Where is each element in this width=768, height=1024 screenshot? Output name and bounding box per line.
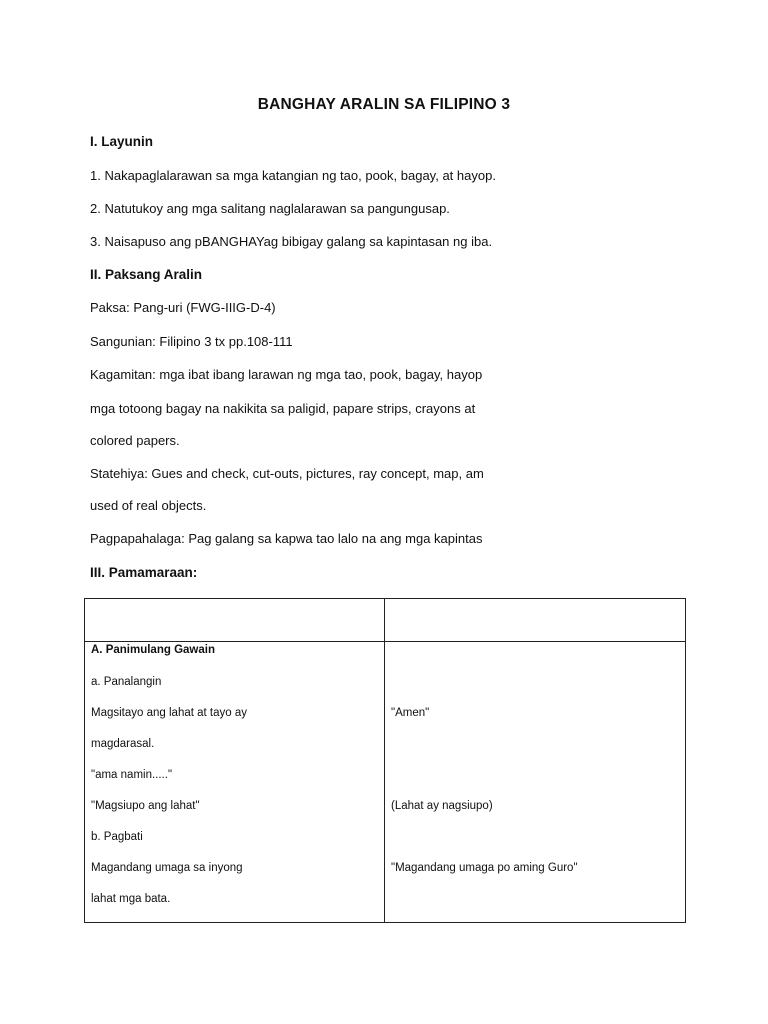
activity-line: magdarasal.: [91, 738, 155, 750]
procedure-table: [84, 598, 686, 923]
activity-line: b. Pagbati: [91, 831, 143, 843]
objective-item-3: 3. Naisapuso ang pBANGHAYag bibigay galang sa kapintasan ng iba.: [90, 234, 493, 249]
activity-line: "ama namin.....": [91, 769, 173, 781]
teacher-activity-cell: [85, 642, 385, 923]
activity-heading: A. Panimulang Gawain: [91, 644, 215, 656]
document-title: BANGHAY ARALIN SA FILIPINO 3: [257, 96, 511, 113]
activity-line: "Magsiupo ang lahat": [91, 800, 200, 812]
section-heading-layunin: I. Layunin: [90, 134, 154, 149]
objective-item-1: 1. Nakapaglalarawan sa mga katangian ng tao, pook, bagay, at hayop.: [90, 168, 496, 183]
student-response: "Amen": [391, 707, 430, 719]
table-header-cell-teacher: [85, 599, 385, 642]
activity-line: Magandang umaga sa inyong: [91, 862, 243, 874]
sangunian-line: Sangunian: Filipino 3 tx pp.108-111: [90, 334, 293, 349]
table-header-cell-student: [385, 599, 686, 642]
paksa-line: Paksa: Pang-uri (FWG-IIIG-D-4): [90, 300, 276, 315]
student-response: (Lahat ay nagsiupo): [391, 800, 493, 812]
kagamitan-line-end: colored papers.: [90, 433, 180, 448]
activity-line: Magsitayo ang lahat at tayo ay: [91, 707, 247, 719]
table-header-row: [85, 599, 686, 642]
pagpapahalaga-line: Pagpapahalaga: Pag galang sa kapwa tao lalo na ang mga kapintas: [90, 531, 483, 546]
activity-line: a. Panalangin: [91, 676, 162, 688]
section-heading-paksang-aralin: II. Paksang Aralin: [90, 267, 203, 282]
table-row: [85, 642, 686, 923]
kagamitan-line: Kagamitan: mga ibat ibang larawan ng mga tao, pook, bagay, hayop: [90, 367, 483, 382]
section-heading-pamamaraan: III. Pamamaraan:: [90, 565, 198, 580]
student-response: "Magandang umaga po aming Guro": [391, 862, 578, 874]
kagamitan-line-continued: mga totoong bagay na nakikita sa paligid, papare strips, crayons at: [90, 401, 476, 416]
statehiya-line: Statehiya: Gues and check, cut-outs, pictures, ray concept, map, am: [90, 466, 484, 481]
objective-item-2: 2. Natutukoy ang mga salitang naglalarawan sa pangungusap.: [90, 201, 450, 216]
activity-line: lahat mga bata.: [91, 893, 171, 905]
student-activity-cell: [385, 642, 686, 923]
statehiya-line-continued: used of real objects.: [90, 498, 207, 513]
